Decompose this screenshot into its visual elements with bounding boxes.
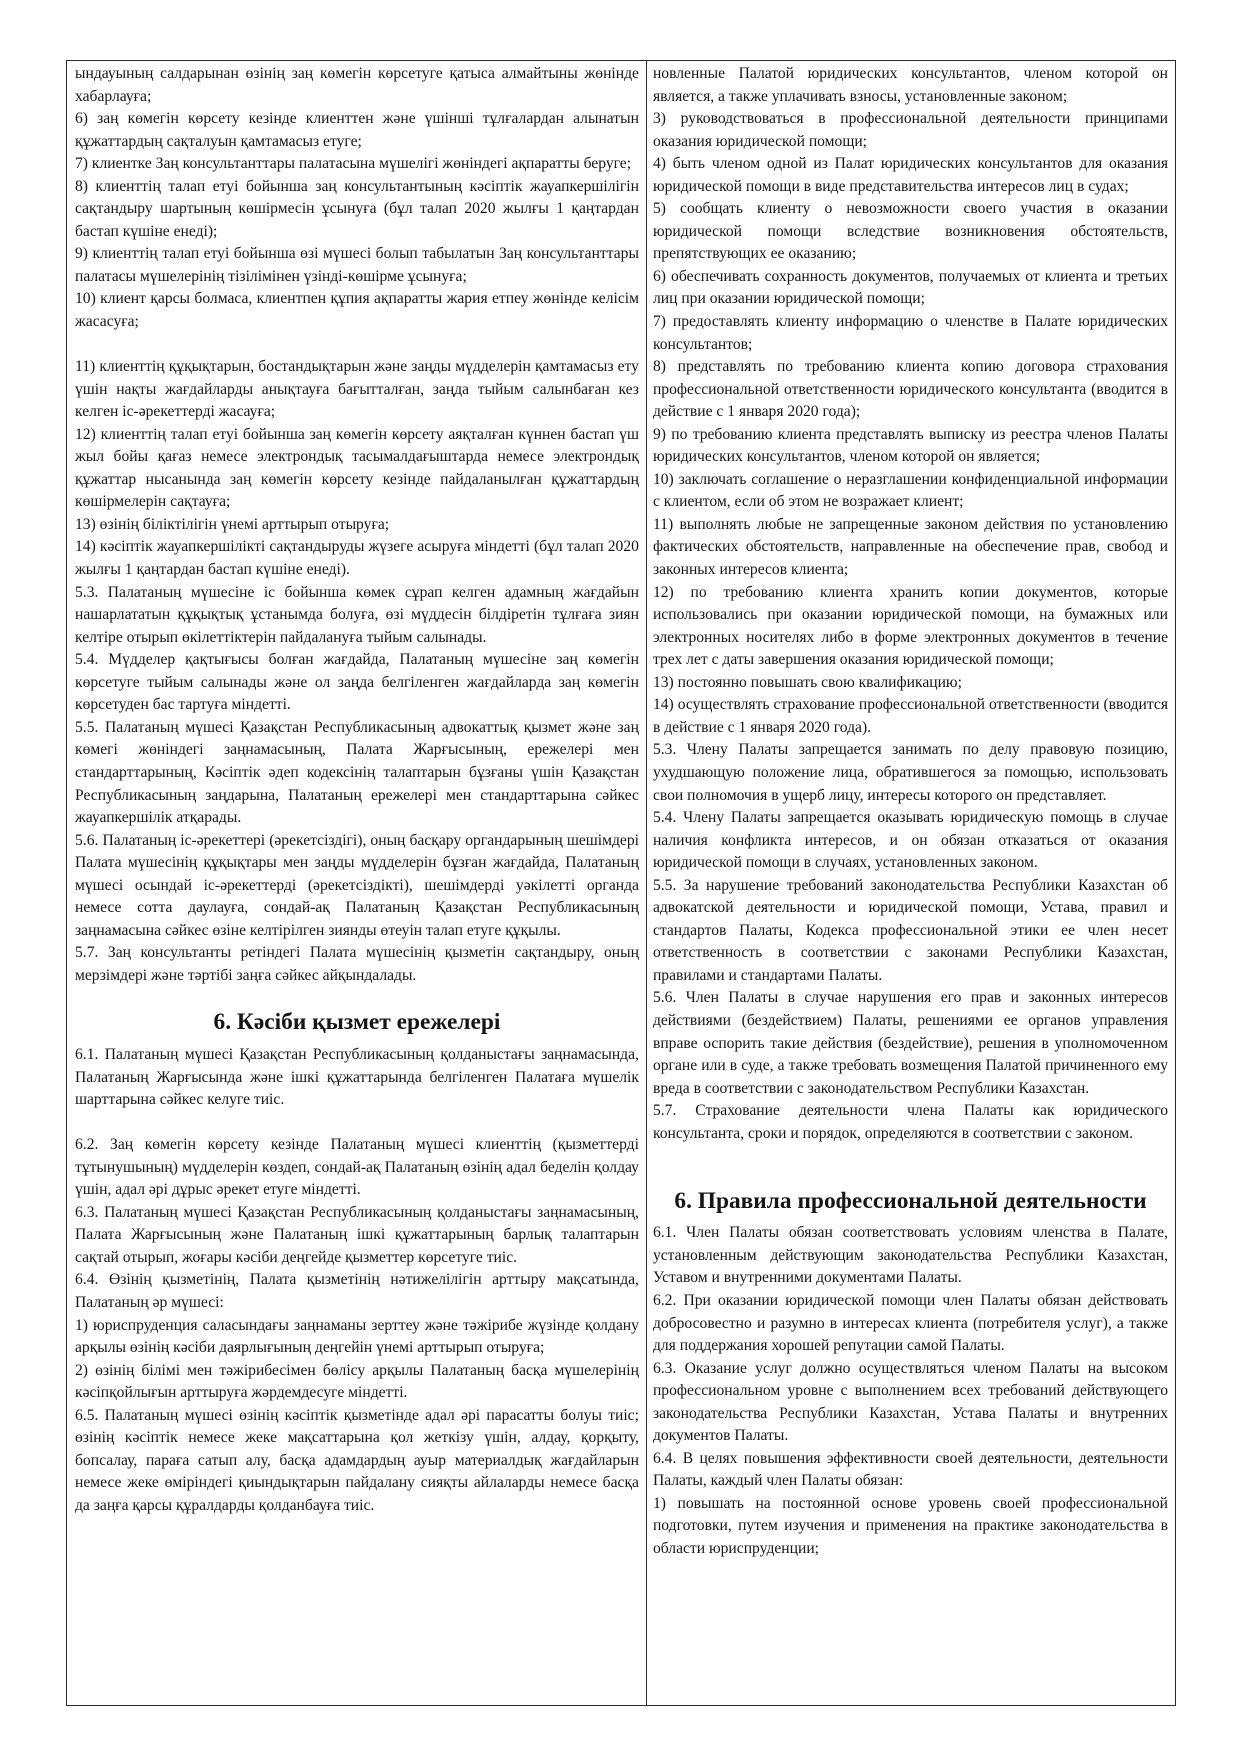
paragraph: 6.1. Палатаның мүшесі Қазақстан Республикасының қолданыстағы заңнамасында, Палатаның Жарғысында және ішкі құжаттарында белгіленген Палатаға мүшелік шарттарына сәйкес келуге тиіс. <box>75 1045 639 1109</box>
paragraph: 5.5. За нарушение требований законодательства Республики Казахстан об адвокатской деятельности и юридической помощи, Устава, правил и стандартов Палаты, Кодекса профессиональной этики ее член несет ответственность в соответствии с законами Республики Казахстан, правилами и стандартами Палаты. <box>652 876 1168 984</box>
paragraph: 3) руководствоваться в профессиональной деятельности принципами оказания юридической помощи; <box>652 110 1168 150</box>
paragraph: 5.6. Член Палаты в случае нарушения его прав и законных интересов действиями (бездействием) Палаты, решениями ее органов управления вправе оспорить такие действия (бездействие), решения в уполномоченном органе или в суде, а также требовать возмещения Палатой причиненного ему вреда в соответствии с законодательством Республики Казахстан. <box>652 989 1168 1097</box>
paragraph: 14) кәсіптік жауапкершілікті сақтандыруды жүзеге асыруға міндетті (бұл талап 2020 жылғы 1 қаңтардан бастап күшіне енеді). <box>75 538 639 579</box>
paragraph: 5.3. Палатаның мүшесіне іс бойынша көмек сұрап келген адамның жағдайын нашарлататын құқықтық ұстанымда болуға, өзі мүддесін білдіретін тұлғаға зиян келтіре отырып өкілеттіктерін пайдалануға тыйым салынады. <box>75 583 639 646</box>
paragraph: 8) представлять по требованию клиента копию договора страхования профессиональной ответственности юридического консультанта (вводится в действие с 1 января 2020 года); <box>652 358 1168 421</box>
paragraph: 5.3. Члену Палаты запрещается занимать по делу правовую позицию, ухудшающую положение лица, обратившегося за помощью, использовать свои полномочия в ущерб лицу, интересы которого он представляет. <box>652 741 1168 804</box>
paragraph: новленные Палатой юридических консультантов, членом которой он является, а также уплачивать взносы, установленные законом; <box>652 65 1168 105</box>
paragraph: 6.4. Өзінің қызметінің, Палата қызметінің нәтижелілігін арттыру мақсатында, Палатаның әр мүшесі: <box>75 1271 639 1311</box>
paragraph: ындауының салдарынан өзінің заң көмегін көрсетуге қатыса алмайтыны жөнінде хабарлауға; <box>75 65 639 105</box>
paragraph: 12) клиенттің талап етуі бойынша заң көмегін көрсету аяқталған күннен бастап үш жыл бойы қағаз немесе электрондық тасымалдағыштарда немесе электрондық құжаттар нысанында заң көмегін көрсету кезінде пайдаланылған құжаттардың көшірмелерін сақтауға; <box>75 425 639 511</box>
paragraph: 13) постоянно повышать свою квалификацию; <box>652 673 962 691</box>
paragraph: 12) по требованию клиента хранить копии документов, которые использовались при оказании юридической помощи, на бумажных или электронных носителях либо в форме электронных документов в течение трех лет с даты завершения оказания юридической помощи; <box>652 583 1168 669</box>
section-heading: 6. Правила профессиональной деятельности <box>674 1187 1147 1214</box>
paragraph: 5.4. Члену Палаты запрещается оказывать юридическую помощь в случае наличия конфликта интересов, и он обязан отказаться от оказания юридической помощи в случаях, установленных законом. <box>652 809 1168 872</box>
kazakh-text-column <box>67 61 647 1705</box>
paragraph: 5.6. Палатаның іс-әрекеттері (әрекетсіздігі), оның басқару органдарының шешімдері Палата мүшесінің құқықтары мен заңды мүдделерін бұзған жағдайда, Палатаның мүшесі осындай іс-әрекеттерді (әрекетсіздікті), шешімдерді уәкілетті органда немесе сотта даулауға, сондай-ақ Палатаның Қазақстан Республикасының заңнамасына сәйкес өзіне келтірілген зиянды өтеуін талап етуге құқылы. <box>75 831 639 939</box>
paragraph: 4) быть членом одной из Палат юридических консультантов для оказания юридической помощи в виде представительства интересов лиц в судах; <box>652 155 1168 195</box>
paragraph: 6.2. При оказании юридической помощи член Палаты обязан действовать добросовестно и разумно в интересах клиента (потребителя услуг), а также для поддержания хорошей репутации самой Палаты. <box>652 1291 1168 1355</box>
paragraph: 7) предоставлять клиенту информацию о членстве в Палате юридических консультантов; <box>652 313 1168 353</box>
bilingual-document-table <box>66 60 1176 1706</box>
russian-text-column <box>647 61 1175 1705</box>
paragraph: 1) юриспруденция саласындағы заңнаманы зерттеу және тәжірибе жүзінде қолдану арқылы өзінің кәсіби даярлығының деңгейін үнемі арттырып отыруға; <box>75 1316 639 1357</box>
section-heading: 6. Кәсіби қызмет ережелері <box>213 1009 501 1036</box>
paragraph: 9) по требованию клиента представлять выписку из реестра членов Палаты юридических консультантов, членом которой он является; <box>652 425 1168 466</box>
paragraph: 2) өзінің білімі мен тәжірибесімен бөлісу арқылы Палатаның басқа мүшелерінің кәсіпқойлығын арттыруға жәрдемдесуге міндетті. <box>75 1361 639 1402</box>
paragraph: 6) обеспечивать сохранность документов, получаемых от клиента и третьих лиц при оказании юридической помощи; <box>652 267 1168 308</box>
paragraph: 5.5. Палатаның мүшесі Қазақстан Республикасының адвокаттық қызмет және заң көмегі жөніндегі заңнамасының, Палата Жарғысының, ережелері мен стандарттарының, Кәсіптік әдеп кодексінің талаптарын бұзғаны үшін Қазақстан Республикасының заңдарына, Палатаның ережелері мен стандарттарына сәйкес жауапкершілік атқарады. <box>75 718 639 827</box>
paragraph: 6.3. Оказание услуг должно осуществляться членом Палаты на высоком профессиональном уровне с выполнением всех требований действующего законодательства Республики Казахстан, Устава Палаты и внутренних документов Палаты. <box>652 1359 1168 1445</box>
paragraph: 6.1. Член Палаты обязан соответствовать условиям членства в Палате, установленным действующим законодательства Республики Казахстан, Уставом и внутренними документами Палаты. <box>652 1224 1168 1287</box>
paragraph: 10) клиент қарсы болмаса, клиентпен құпия ақпаратты жария етпеу жөнінде келісім жасасуға; <box>75 290 639 331</box>
paragraph: 11) выполнять любые не запрещенные законом действия по установлению фактических обстоятельств, направленные на обеспечение прав, свобод и законных интересов клиента; <box>652 515 1168 579</box>
paragraph: 6.5. Палатаның мүшесі өзінің кәсіптік қызметінде адал әрі парасатты болуы тиіс; өзінің кәсіптік немесе жеке мақсаттарына қол жеткізу үшін, алдау, қорқыту, бопсалау, параға сатып алу, басқа адамдардың ауыр материалдық жағдайларын немесе жеке өміріндегі қиындықтарын пайдалану сияқты айлаларды немесе басқа да заңға қарсы құралдарды қолданбауға тиіс. <box>75 1406 639 1514</box>
paragraph: 6) заң көмегін көрсету кезінде клиенттен және үшінші тұлғалардан алынатын құжаттардың сақталуын қамтамасыз етуге; <box>75 110 639 150</box>
paragraph: 6.2. Заң көмегін көрсету кезінде Палатаның мүшесі клиенттің (қызметтерді тұтынушының) мүдделерін көздеп, сондай-ақ Палатаның өзінің адал беделін қолдау үшін, адал әрі дұрыс әрекет етуге міндетті. <box>75 1136 639 1199</box>
paragraph: 14) осуществлять страхование профессиональной ответственности (вводится в действие с 1 января 2020 года). <box>652 696 1168 736</box>
paragraph: 5.4. Мүдделер қақтығысы болған жағдайда, Палатаның мүшесіне заң көмегін көрсетуге тыйым салынады және ол заңда белгіленген жағдайларда заң көмегін көрсетуден бас тартуға міндетті. <box>75 651 639 714</box>
paragraph: 10) заключать соглашение о неразглашении конфиденциальной информации с клиентом, если об этом не возражает клиент; <box>652 470 1168 511</box>
paragraph: 6.4. В целях повышения эффективности своей деятельности, деятельности Палаты, каждый член Палаты обязан: <box>652 1449 1168 1490</box>
paragraph: 7) клиентке Заң консультанттары палатасына мүшелігі жөніндегі ақпаратты беруге; <box>75 155 632 173</box>
paragraph: 5.7. Страхование деятельности члена Палаты как юридического консультанта, сроки и порядок, определяются в соответствии с законом. <box>652 1102 1168 1142</box>
paragraph: 9) клиенттің талап етуі бойынша өзі мүшесі болып табылатын Заң консультанттары палатасы мүшелерінің тізілімінен үзінді-көшірме ұсынуға; <box>75 245 639 285</box>
paragraph: 11) клиенттің құқықтарын, бостандықтарын және заңды мүдделерін қамтамасыз ету үшін нақты жағдайларды анықтауға бағытталған, заңда тыйым салынбаған кез келген іс-әрекеттерді жасауға; <box>75 358 639 421</box>
paragraph: 5.7. Заң консультанты ретіндегі Палата мүшесінің қызметін сақтандыру, оның мерзімдері және тәртібі заңға сәйкес айқындалады. <box>75 944 639 984</box>
paragraph: 6.3. Палатаның мүшесі Қазақстан Республикасының қолданыстағы заңнамасының, Палата Жарғысының және Палатаның ішкі құжаттарының барлық талаптарын сақтай отырып, жоғары кәсіби деңгейде қызметтер көрсетуге тиіс. <box>75 1203 639 1266</box>
paragraph-spacer <box>653 1145 1168 1168</box>
paragraph-spacer <box>75 334 639 357</box>
paragraph: 13) өзінің біліктілігін үнемі арттырып отыруға; <box>75 515 390 533</box>
paragraph: 5) сообщать клиенту о невозможности своего участия в оказании юридической помощи вследствие возникновения обстоятельств, препятствующих ее оказанию; <box>652 200 1168 263</box>
paragraph: 1) повышать на постоянной основе уровень своей профессиональной подготовки, путем изучения и применения на практике законодательства в области юриспруденции; <box>652 1494 1168 1557</box>
paragraph-spacer <box>75 1112 639 1135</box>
paragraph: 8) клиенттің талап етуі бойынша заң консультантының кәсіптік жауапкершілігін сақтандыру шартының көшірмесін ұсынуға (бұл талап 2020 жылғы 1 қаңтардан бастап күшіне енеді); <box>75 177 639 240</box>
